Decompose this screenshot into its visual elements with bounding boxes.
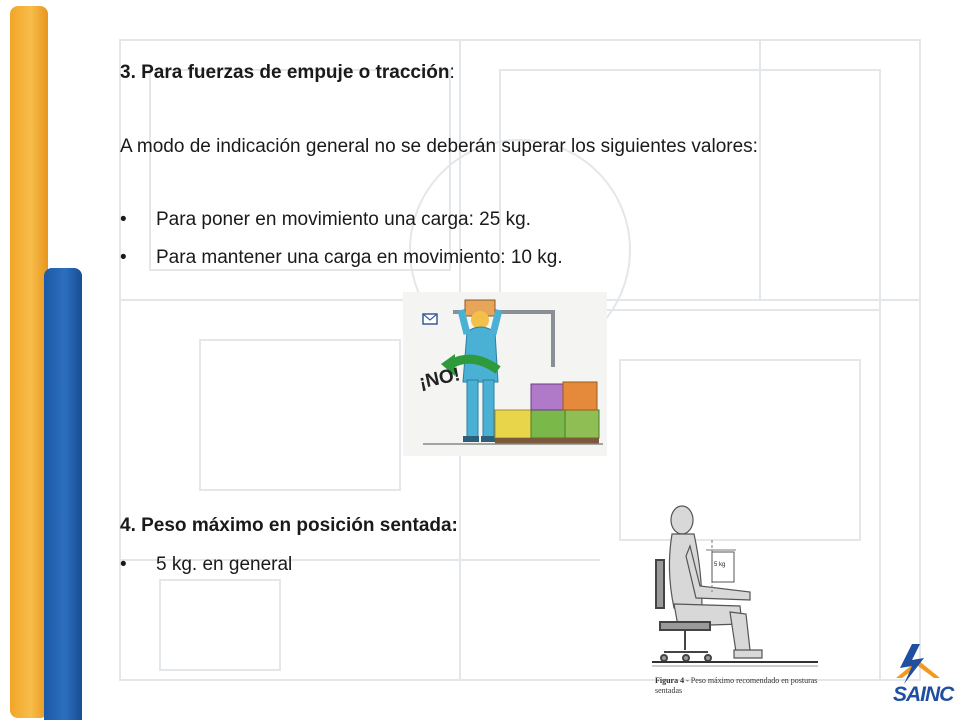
left-accent-bar-blue xyxy=(44,268,82,720)
bullet-icon: • xyxy=(120,247,127,268)
section3-heading-colon: : xyxy=(449,62,455,83)
figure-caption-label: Figura 4 - xyxy=(655,676,689,685)
figure-caption xyxy=(655,676,825,696)
section4-heading: 4. Peso máximo en posición sentada: xyxy=(120,515,458,536)
company-logo-text: SAINC xyxy=(893,683,954,706)
bullet-text: Para mantener una carga en movimiento: 10 kg. xyxy=(156,247,563,268)
section3-heading xyxy=(120,60,455,86)
bullet-text: 5 kg. en general xyxy=(156,554,293,575)
pushing-load-illustration xyxy=(403,292,607,456)
figure-caption-text: Peso máximo recomendado en posturas sentadas xyxy=(655,676,818,695)
section3-paragraph: A modo de indicación general no se deberán superar los siguientes valores: xyxy=(120,136,758,157)
no-warning-label: ¡NO! xyxy=(417,364,463,394)
weight-label: 5 kg xyxy=(714,562,726,568)
bullet-icon: • xyxy=(120,554,127,575)
section3-heading-text: 3. Para fuerzas de empuje o tracción xyxy=(120,62,450,83)
left-accent-bar-orange xyxy=(10,6,48,718)
bullet-icon: • xyxy=(120,209,127,230)
bullet-text: Para poner en movimiento una carga: 25 kg. xyxy=(156,209,531,230)
